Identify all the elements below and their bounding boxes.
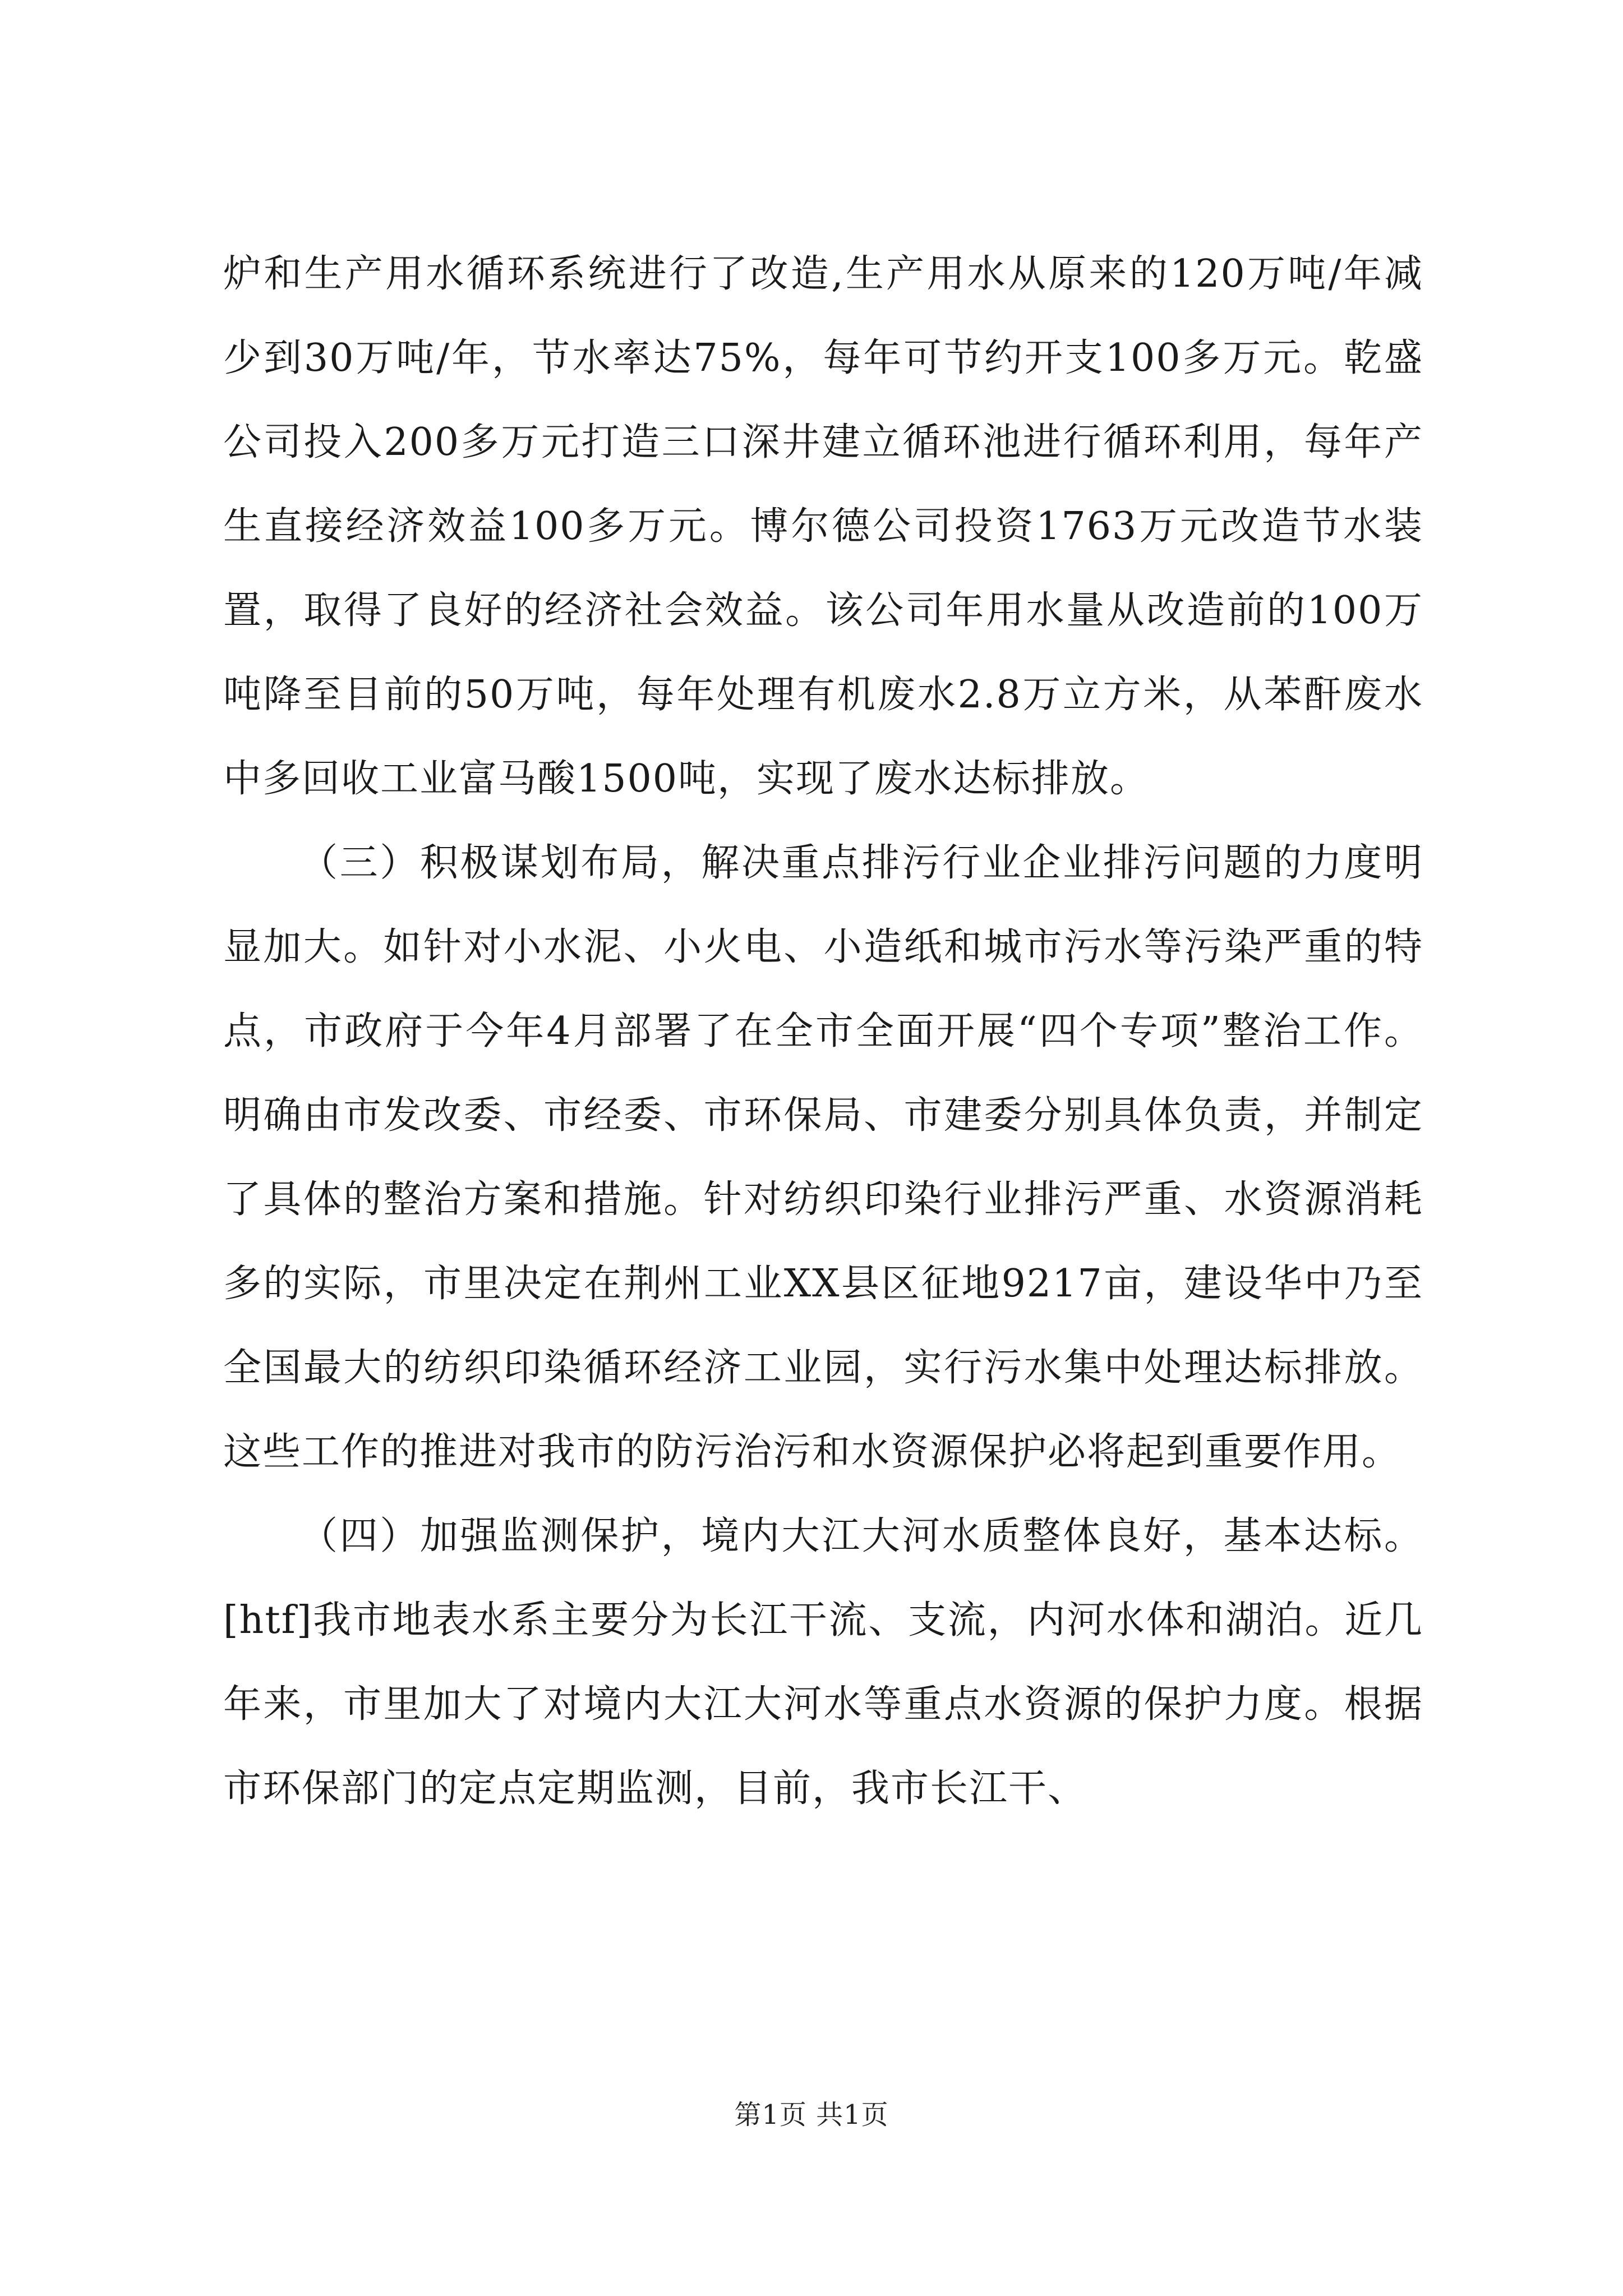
document-body [223,232,1423,1831]
paragraph-section-four: （四）加强监测保护，境内大江大河水质整体良好，基本达标。[htf]我市地表水系主要分为长江干流、支流，内河水体和湖泊。近几年来，市里加大了对境内大江大河水等重点水资源的保护力度。根据市环保部门的定点定期监测，目前，我市长江干、 [223,1514,1423,1811]
page-number-footer: 第1页 共1页 [734,2099,889,2131]
paragraph-section-three: （三）积极谋划布局，解决重点排污行业企业排污问题的力度明显加大。如针对小水泥、小火电、小造纸和城市污水等污染严重的特点，市政府于今年4月部署了在全市全面开展“四个专项”整治工作。明确由市发改委、市经委、市环保局、市建委分别具体负责，并制定了具体的整治方案和措施。针对纺织印染行业排污严重、水资源消耗多的实际，市里决定在荆州工业XX县区征地9217亩，建设华中乃至全国最大的纺织印染循环经济工业园，实行污水集中处理达标排放。这些工作的推进对我市的防污治污和水资源保护必将起到重要作用。 [223,841,1423,1474]
paragraph-water-saving-results: 炉和生产用水循环系统进行了改造,生产用水从原来的120万吨/年减少到30万吨/年，节水率达75%，每年可节约开支100多万元。乾盛公司投入200多万元打造三口深井建立循环池进行循环利用，每年产生直接经济效益100多万元。博尔德公司投资1763万元改造节水装置，取得了良好的经济社会效益。该公司年用水量从改造前的100万吨降至目前的50万吨，每年处理有机废水2.8万立方米，从苯酐废水中多回收工业富马酸1500吨，实现了废水达标排放。 [223,252,1423,801]
